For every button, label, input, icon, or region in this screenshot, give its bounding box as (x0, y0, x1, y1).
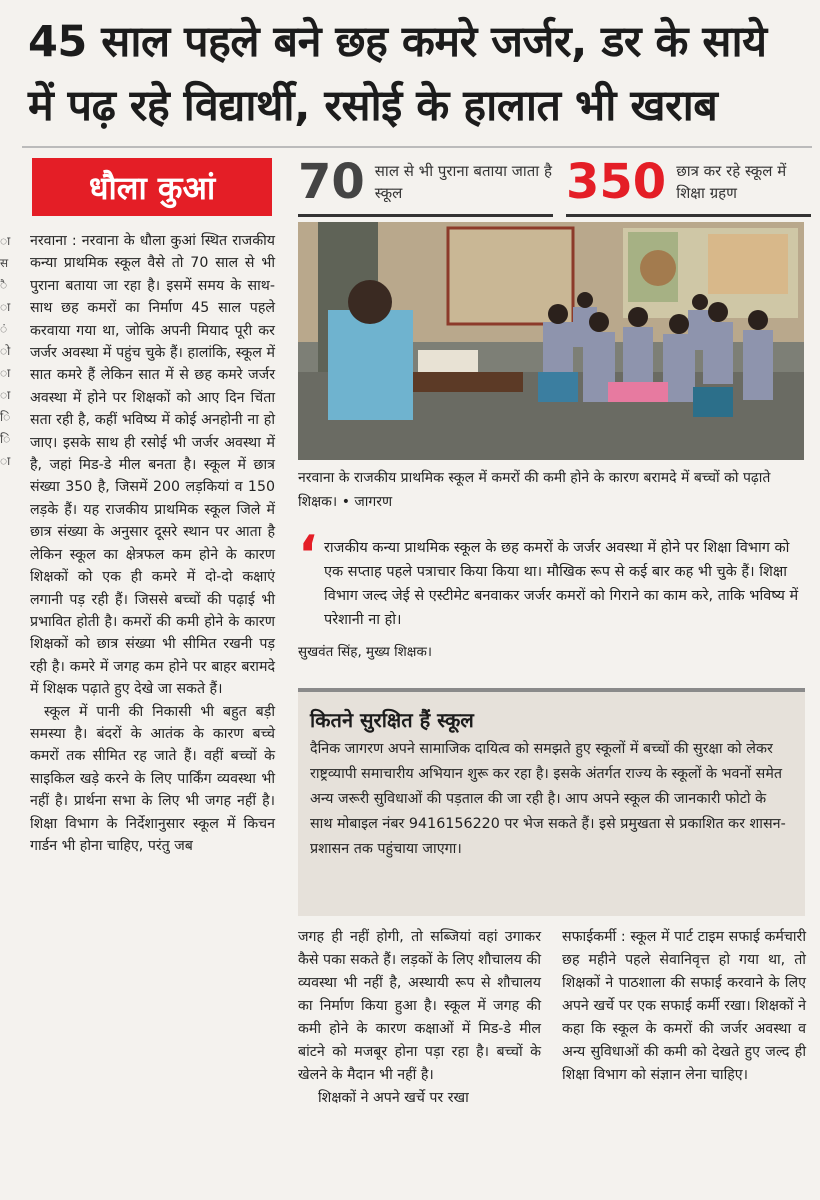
article-paragraph: नरवाना : नरवाना के धौला कुआं स्थित राजकीय कन्या प्राथमिक स्कूल वैसे तो 70 साल से भी पुराना बताया जा रहा है। इसमें समय के साथ-साथ छह कमरों का निर्माण 45 साल पहले करवाया गया था, जोकि अपनी मियाद पूरी कर जर्जर अवस्था में पहुंच चुके हैं। हालांकि, स्कूल में सात कमरे हैं लेकिन सात में से छह कमरे जर्जर अवस्था में होने पर शिक्षकों को आए दिन चिंता सता रही है, कहीं भविष्य में कोई अनहोनी ना हो जाए। इसके साथ ही रसोई भी जर्जर अवस्था में है, जहां मिड-डे मील बनता है। स्कूल में छात्र संख्या 350 है, जिसमें 200 लड़कियां व 150 लड़के हैं। यह राजकीय प्राथमिक स्कूल जिले में छात्र संख्या के अनुसार दूसरे स्थान पर आता है लेकिन स्कूल का क्षेत्रफल कम होने के कारण शिक्षकों को एक ही कमरे में दो-दो कक्षाएं लगानी पड़ रही हैं। जिससे बच्चों की पढ़ाई भी प्रभावित होती है। कमरों की कमी होने के कारण शिक्षकों को छात्र संख्या भी सीमित रखनी पड़ रही है। कमरे में जगह कम होने पर बाहर बरामदे में शिक्षक पढ़ाते हुए देखे जा सकते हैं। (30, 233, 275, 698)
info-box-body: दैनिक जागरण अपने सामाजिक दायित्व को समझते हुए स्कूलों में बच्चों की सुरक्षा को लेकर राष्ट्रव्यापी समाचारीय अभियान शुरू कर रहा है। इसके अंतर्गत राज्य के स्कूलों के भवनों समेत अन्य जरूरी सुविधाओं की पड़ताल की जा रही है। आप अपने स्कूल की जानकारी फोटो के साथ मोबाइल नंबर 9416156220 पर भेज सकते हैं। इसे प्रमुखता से प्रकाशित कर शासन-प्रशासन तक पहुंचाया जाएगा। (310, 741, 786, 857)
stat-text: साल से भी पुराना बताया जाता है स्कूल (374, 162, 552, 202)
classroom-photo-illustration (298, 222, 804, 460)
stat-text: छात्र कर रहे स्कूल में शिक्षा ग्रहण (676, 162, 787, 202)
article-column-2 (298, 926, 541, 1110)
stat-underline (566, 214, 811, 217)
info-box-title: कितने सुरक्षित हैं स्कूल (310, 708, 474, 732)
quote-mark: ‘ (298, 525, 318, 585)
stat-school-age (298, 150, 553, 214)
stat-number: 70 (298, 154, 365, 210)
stat-student-count (566, 150, 811, 214)
place-label: धौला कुआं (32, 158, 272, 216)
article-column-3 (562, 926, 806, 1087)
teacher-quote (298, 525, 808, 664)
info-box (298, 688, 805, 916)
photo-caption: नरवाना के राजकीय प्राथमिक स्कूल में कमरों की कमी होने के कारण बरामदे में बच्चों को पढ़ाते शिक्षक। • जागरण (298, 470, 771, 510)
quote-text: राजकीय कन्या प्राथमिक स्कूल के छह कमरों के जर्जर अवस्था में होने पर शिक्षा विभाग को एक सप्ताह पहले पत्राचार किया किया था। मौखिक रूप से कई बार कह भी चुके हैं। शिक्षा विभाग जल्द जेई से एस्टीमेट बनवाकर जर्जर कमरों को गिराने का काम करे, ताकि भविष्य में परेशानी ना हो। (324, 540, 799, 628)
stat-number: 350 (566, 154, 667, 210)
article-paragraph: सफाईकर्मी : स्कूल में पार्ट टाइम सफाई कर्मचारी छह महीने पहले सेवानिवृत्त हो गया था, तो शिक्षकों ने पाठशाला की सफाई करवाने के लिए अपने खर्चे पर एक सफाई कर्मी रखा। शिक्षकों ने कहा कि स्कूल के कमरों की जर्जर अवस्था व अन्य सुविधाओं की कमी को देखते हुए जल्द ही शिक्षा विभाग को संज्ञान लेना चाहिए। (562, 929, 806, 1083)
article-paragraph: जगह ही नहीं होगी, तो सब्जियां वहां उगाकर कैसे पका सकते हैं। लड़कों के लिए शौचालय की व्यवस्था भी नहीं है, अस्थायी रूप से शौचालय का निर्माण किया हुआ है। स्कूल में जगह की कमी होने के कारण कक्षाओं में मिड-डे मील बांटने को मजबूर होना पड़ा रहा है। बच्चों के खेलने के मैदान भी नहीं है। (298, 929, 541, 1083)
headline-divider (22, 146, 812, 148)
main-article-column (30, 230, 275, 857)
headline (28, 10, 813, 138)
article-paragraph: शिक्षकों ने अपने खर्चे पर रखा (318, 1090, 469, 1106)
article-paragraph: स्कूल में पानी की निकासी भी बहुत बड़ी समस्या है। बंदरों के आतंक के कारण बच्चे कमरों तक सीमित रह जाते हैं। वहीं बच्चों के साइकिल खड़े करने के लिए पार्किंग व्यवस्था भी नहीं है। प्रार्थना सभा के लिए भी जगह नहीं है। शिक्षा विभाग के निर्देशानुसार स्कूल में किचन गार्डन भी होना चाहिए, परंतु जब (30, 703, 275, 854)
adjacent-column-fragment: ा स ै ा ं ो ा ा ि ि ा (0, 234, 11, 468)
headline-line-1: 45 साल पहले बने छह कमरे जर्जर, डर के साये (28, 17, 767, 67)
stat-underline (298, 214, 553, 217)
classroom-photo (298, 222, 804, 460)
quote-attribution: सुखवंत सिंह, मुख्य शिक्षक। (298, 644, 432, 660)
headline-line-2: में पढ़ रहे विद्यार्थी, रसोई के हालात भी खराब (28, 81, 718, 131)
